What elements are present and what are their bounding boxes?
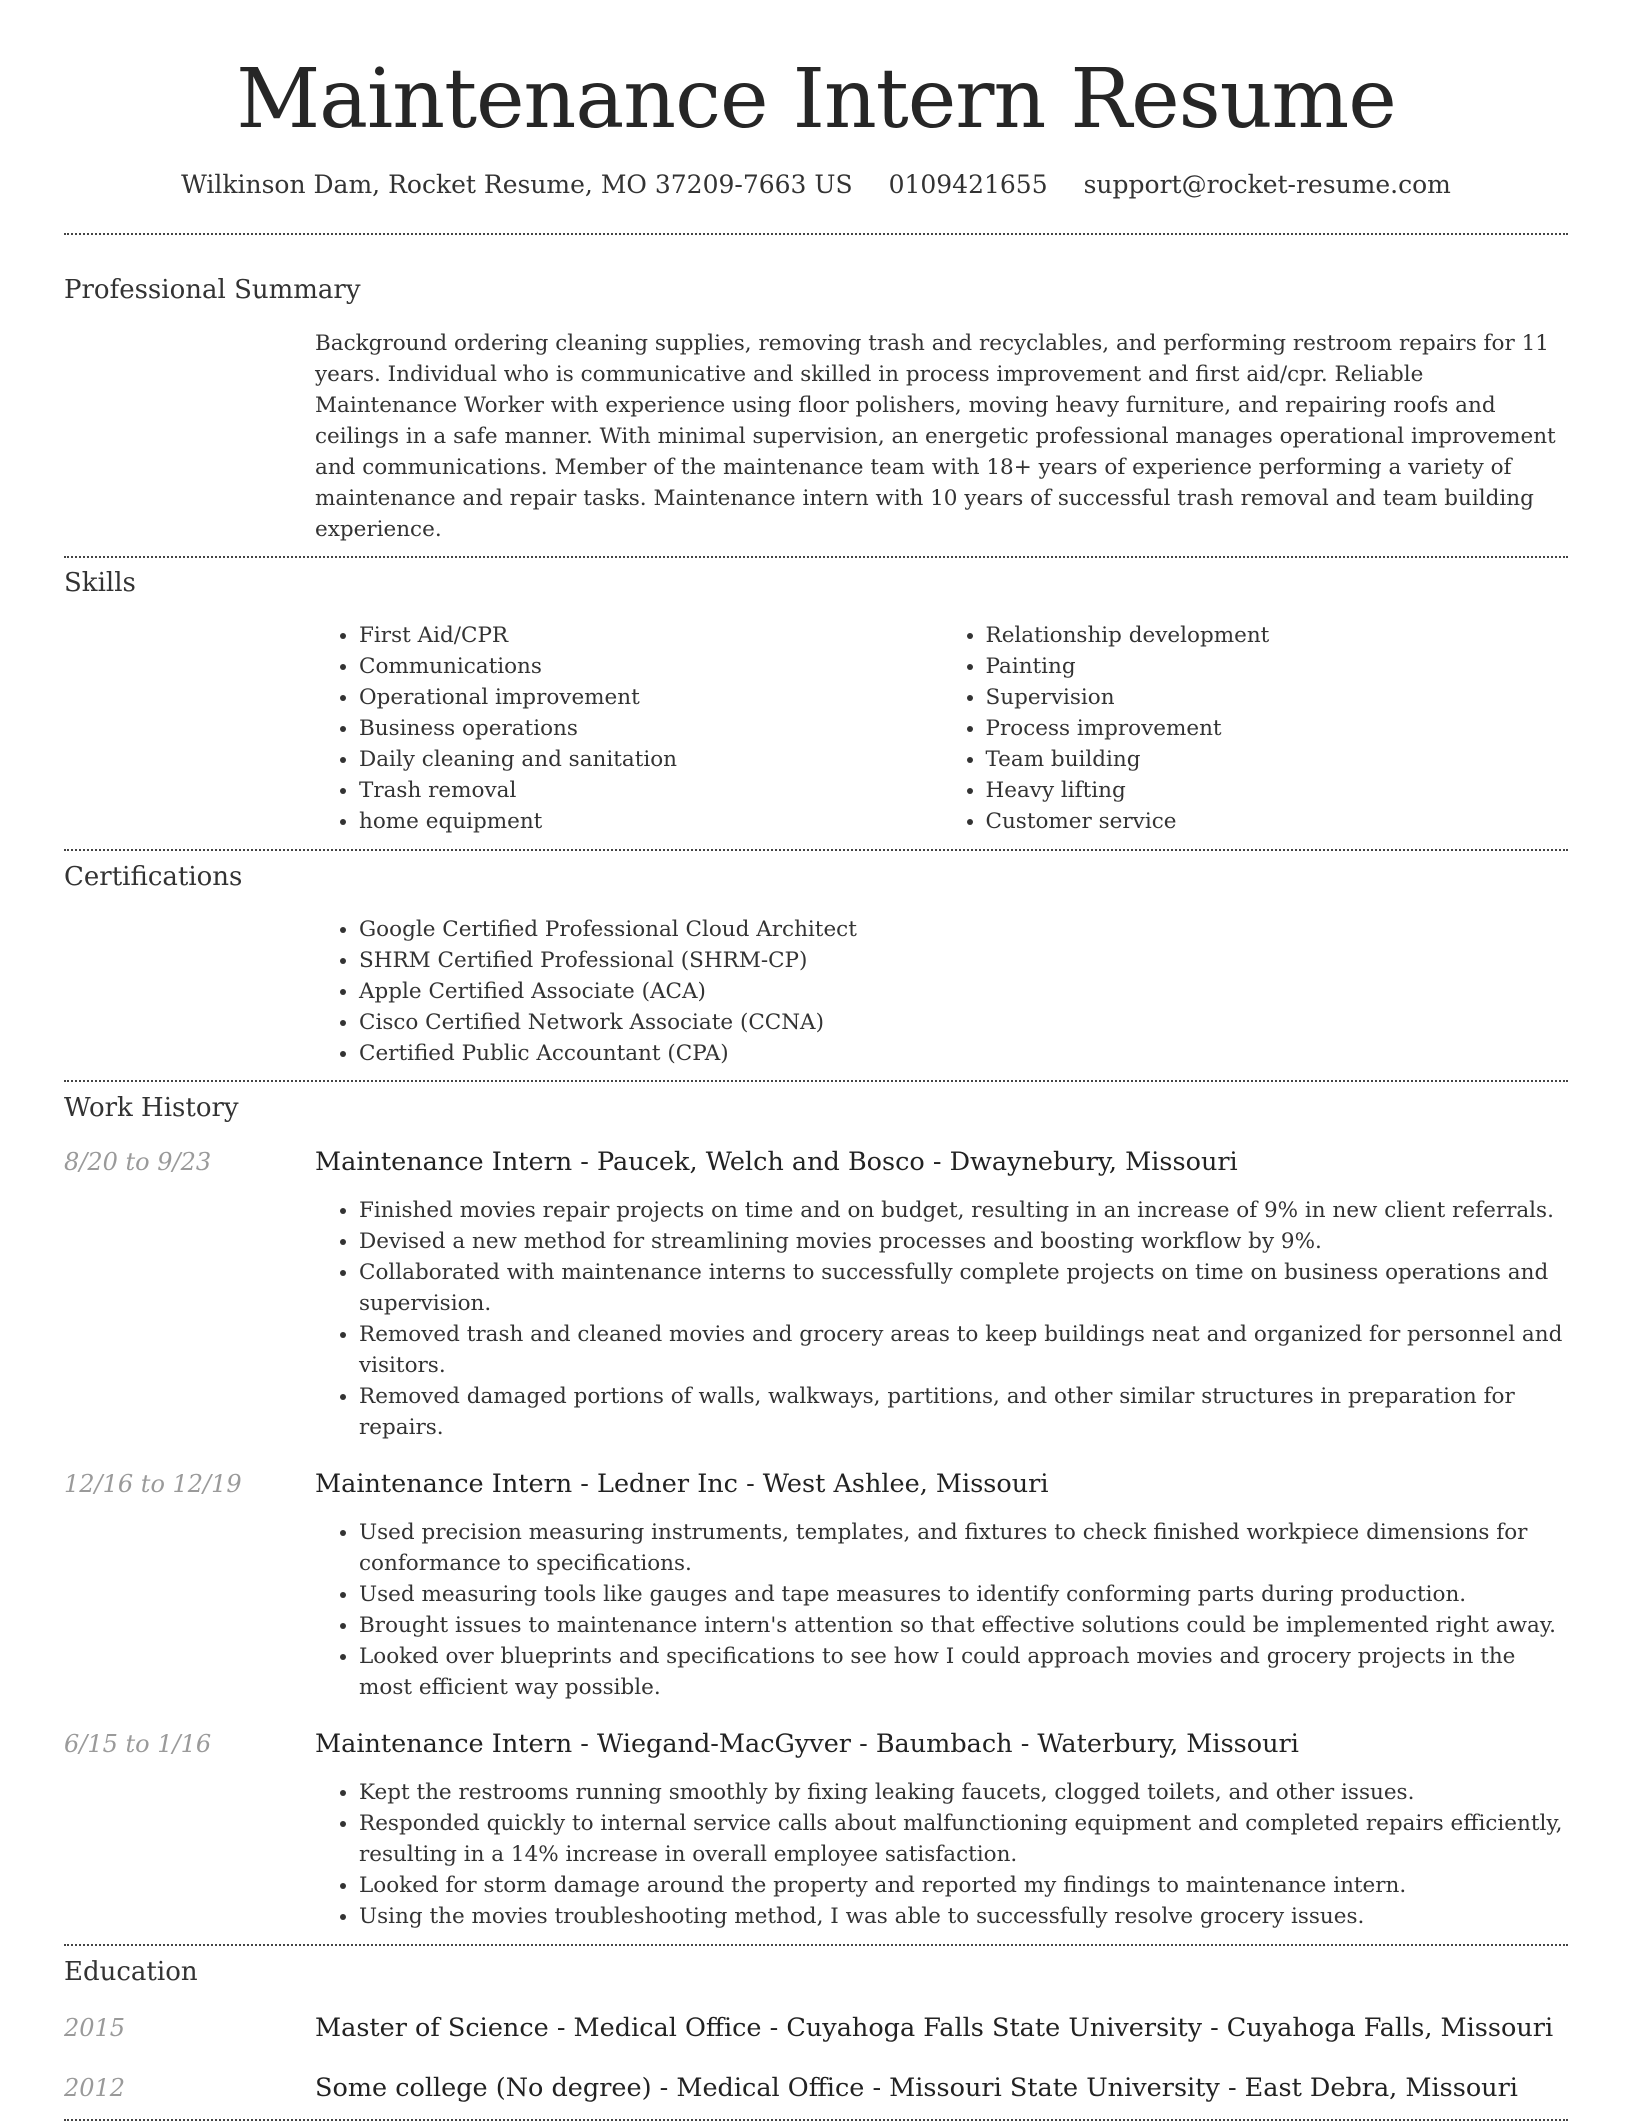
skill-item: • Customer service: [986, 806, 1569, 837]
certifications-list: [315, 914, 1568, 1069]
job-bullet: • Collaborated with maintenance interns to successfully complete projects on time on business operations and supervision.: [359, 1257, 1568, 1319]
job-title: Maintenance Intern - Ledner Inc - West Ashlee, Missouri: [315, 1469, 1049, 1499]
skill-item: • Team building: [986, 744, 1569, 775]
certification-item: • Apple Certified Associate (ACA): [359, 976, 1568, 1007]
certifications-heading: Certifications: [64, 862, 243, 892]
job-dates: 12/16 to 12/19: [64, 1470, 242, 1498]
skill-item: • home equipment: [359, 806, 942, 837]
job-bullet: • Used precision measuring instruments, templates, and fixtures to check finished workpiece dimensions for conformance to specifications.: [359, 1517, 1568, 1579]
job-list: [64, 1147, 1568, 1932]
skill-item: • Business operations: [359, 713, 942, 744]
job-bullets: [315, 1517, 1568, 1703]
skills-column-left: [315, 620, 942, 837]
skill-item: • Trash removal: [359, 775, 942, 806]
skill-item: • Process improvement: [986, 713, 1569, 744]
skills-column-right: [942, 620, 1569, 837]
job-bullet: • Used measuring tools like gauges and tape measures to identify conforming parts during production.: [359, 1579, 1568, 1610]
job-bullet: • Looked over blueprints and specifications to see how I could approach movies and grocery projects in the most efficient way possible.: [359, 1641, 1568, 1703]
contact-phone: 0109421655: [888, 170, 1048, 199]
job-entry: [64, 1729, 1568, 1932]
job-title: Maintenance Intern - Paucek, Welch and Bosco - Dwaynebury, Missouri: [315, 1147, 1238, 1177]
summary-text: Background ordering cleaning supplies, removing trash and recyclables, and performing restroom repairs for 11 years. Individual who is communicative and skilled in process improvement and first aid/cpr. Reliable Maintenance Worker with experience using floor polishers, moving heavy furniture, and repairing roofs and ceilings in a safe manner. With minimal supervision, an energetic professional manages operational improvement and communications. Member of the maintenance team with 18+ years of experience performing a variety of maintenance and repair tasks. Maintenance intern with 10 years of successful trash removal and team building experience.: [315, 331, 1556, 542]
certification-item: • Cisco Certified Network Associate (CCNA): [359, 1007, 1568, 1038]
education-list: [64, 2013, 1568, 2103]
job-dates: 6/15 to 1/16: [64, 1730, 212, 1758]
education-year: 2012: [64, 2074, 126, 2102]
resume-title: Maintenance Intern Resume: [236, 52, 1396, 147]
job-bullet: • Kept the restrooms running smoothly by fixing leaking faucets, clogged toilets, and other issues.: [359, 1777, 1568, 1808]
education-entry: [64, 2073, 1568, 2103]
certification-item: • SHRM Certified Professional (SHRM-CP): [359, 945, 1568, 976]
job-bullet: • Removed trash and cleaned movies and grocery areas to keep buildings neat and organized for personnel and visitors.: [359, 1319, 1568, 1381]
education-heading: Education: [64, 1957, 198, 1987]
work-history-section: [64, 1082, 1568, 1932]
job-bullet: • Using the movies troubleshooting method, I was able to successfully resolve grocery issues.: [359, 1901, 1568, 1932]
education-year: 2015: [64, 2014, 126, 2042]
skill-item: • First Aid/CPR: [359, 620, 942, 651]
contact-line: [64, 170, 1568, 199]
job-bullet: • Responded quickly to internal service calls about malfunctioning equipment and completed repairs efficiently, resulting in a 14% increase in overall employee satisfaction.: [359, 1808, 1568, 1870]
job-header: [64, 1147, 1568, 1177]
job-bullet: • Looked for storm damage around the property and reported my findings to maintenance intern.: [359, 1870, 1568, 1901]
job-bullet: • Brought issues to maintenance intern's attention so that effective solutions could be implemented right away.: [359, 1610, 1568, 1641]
summary-heading: Professional Summary: [64, 275, 361, 305]
job-bullet: • Devised a new method for streamlining movies processes and boosting workflow by 9%.: [359, 1226, 1568, 1257]
skills-heading: Skills: [64, 568, 136, 598]
job-bullets: [315, 1777, 1568, 1932]
skill-item: • Relationship development: [986, 620, 1569, 651]
certification-item: • Certified Public Accountant (CPA): [359, 1038, 1568, 1069]
job-header: [64, 1729, 1568, 1759]
education-entry: [64, 2013, 1568, 2043]
job-bullets: [315, 1195, 1568, 1443]
education-degree: Master of Science - Medical Office - Cuyahoga Falls State University - Cuyahoga Falls, Missouri: [315, 2013, 1554, 2043]
job-header: [64, 1469, 1568, 1499]
job-entry: [64, 1469, 1568, 1703]
contact-email: support@rocket-resume.com: [1083, 170, 1451, 199]
education-section: [64, 1946, 1568, 2103]
summary-section: [64, 235, 1568, 545]
skills-section: [64, 558, 1568, 837]
certification-item: • Google Certified Professional Cloud Architect: [359, 914, 1568, 945]
job-title: Maintenance Intern - Wiegand-MacGyver - Baumbach - Waterbury, Missouri: [315, 1729, 1299, 1759]
skill-item: • Supervision: [986, 682, 1569, 713]
certifications-section: [64, 851, 1568, 1069]
job-bullet: • Removed damaged portions of walls, walkways, partitions, and other similar structures in preparation for repairs.: [359, 1381, 1568, 1443]
education-degree: Some college (No degree) - Medical Office - Missouri State University - East Debra, Missouri: [315, 2073, 1518, 2103]
job-entry: [64, 1147, 1568, 1443]
work-history-heading: Work History: [64, 1093, 239, 1123]
skills-list: [315, 620, 1568, 837]
skill-item: • Heavy lifting: [986, 775, 1569, 806]
skill-item: • Daily cleaning and sanitation: [359, 744, 942, 775]
skill-item: • Operational improvement: [359, 682, 942, 713]
contact-address: Wilkinson Dam, Rocket Resume, MO 37209-7663 US: [181, 170, 853, 199]
job-bullet: • Finished movies repair projects on time and on budget, resulting in an increase of 9% in new client referrals.: [359, 1195, 1568, 1226]
skill-item: • Painting: [986, 651, 1569, 682]
skill-item: • Communications: [359, 651, 942, 682]
job-dates: 8/20 to 9/23: [64, 1148, 212, 1176]
